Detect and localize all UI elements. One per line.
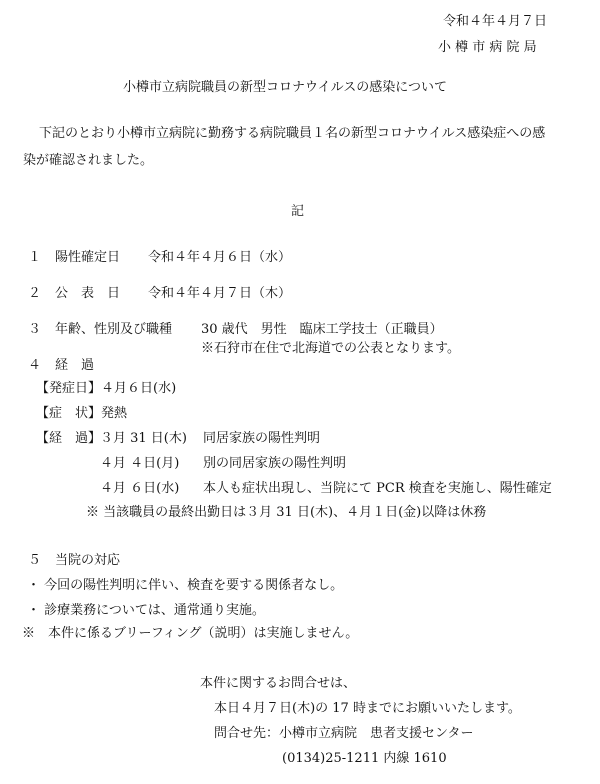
item-2-number: ２	[28, 286, 42, 301]
last-shift-note: ※ 当該職員の最終出勤日は３月 31 日(木)、４月１日(金)以降は休務	[86, 505, 487, 520]
course-label: 【経 過】	[36, 431, 102, 446]
measure-bullet-1: ・ 今回の陽性判明に伴い、検査を要する関係者なし。	[27, 578, 344, 593]
course-date-1: ３月 31 日(木)	[100, 431, 187, 446]
course-text-2: 別の同居家族の陽性判明	[203, 456, 347, 471]
item-1-number: １	[28, 250, 42, 265]
course-text-3: 本人も症状出現し、当院にて PCR 検査を実施し、陽性確定	[203, 481, 552, 496]
contact-line-3: 問合せ先：小樽市立病院 患者支援センター	[214, 726, 474, 741]
intro-line-2: 染が確認されました。	[23, 153, 154, 168]
document-title: 小樽市立病院職員の新型コロナウイルスの感染について	[123, 80, 447, 95]
issue-date: 令和４年４月７日	[443, 14, 548, 29]
item-3-value: 30 歳代 男性 臨床工学技士（正職員）	[201, 322, 443, 337]
contact-line-1: 本件に関するお問合せは、	[200, 676, 357, 691]
item-4-number: ４	[28, 358, 42, 373]
onset-line: 【発症日】４月６日(水)	[36, 381, 177, 396]
item-1-value: 令和４年４月６日（水）	[148, 250, 292, 265]
course-text-1: 同居家族の陽性判明	[203, 431, 321, 446]
course-date-2: ４月 ４日(月)	[100, 456, 180, 471]
measure-bullet-2: ・ 診療業務については、通常通り実施。	[27, 603, 265, 618]
item-5-number: ５	[28, 553, 42, 568]
item-2-label: 公 表 日	[55, 286, 121, 301]
course-date-3: ４月 ６日(水)	[100, 481, 180, 496]
item-5-label: 当院の対応	[55, 553, 121, 568]
intro-line-1: 下記のとおり小樽市立病院に勤務する病院職員１名の新型コロナウイルス感染症への感	[39, 126, 546, 141]
issuer-name: 小 樽 市 病 院 局	[438, 40, 537, 55]
item-1-label: 陽性確定日	[55, 250, 121, 265]
contact-line-2: 本日４月７日(木)の 17 時までにお願いいたします。	[214, 701, 521, 716]
item-2-value: 令和４年４月７日（木）	[148, 286, 292, 301]
briefing-note: ※ 本件に係るブリーフィング（説明）は実施しません。	[22, 626, 359, 641]
item-3-label: 年齢、性別及び職種	[55, 322, 173, 337]
item-4-label: 経 過	[55, 358, 95, 373]
symptom-line: 【症 状】発熱	[36, 406, 128, 421]
contact-phone: (0134)25-1211 内線 1610	[282, 751, 447, 766]
item-3-note: ※石狩市在住で北海道での公表となります。	[201, 341, 460, 356]
ki-heading: 記	[291, 204, 305, 219]
item-3-number: ３	[28, 322, 42, 337]
